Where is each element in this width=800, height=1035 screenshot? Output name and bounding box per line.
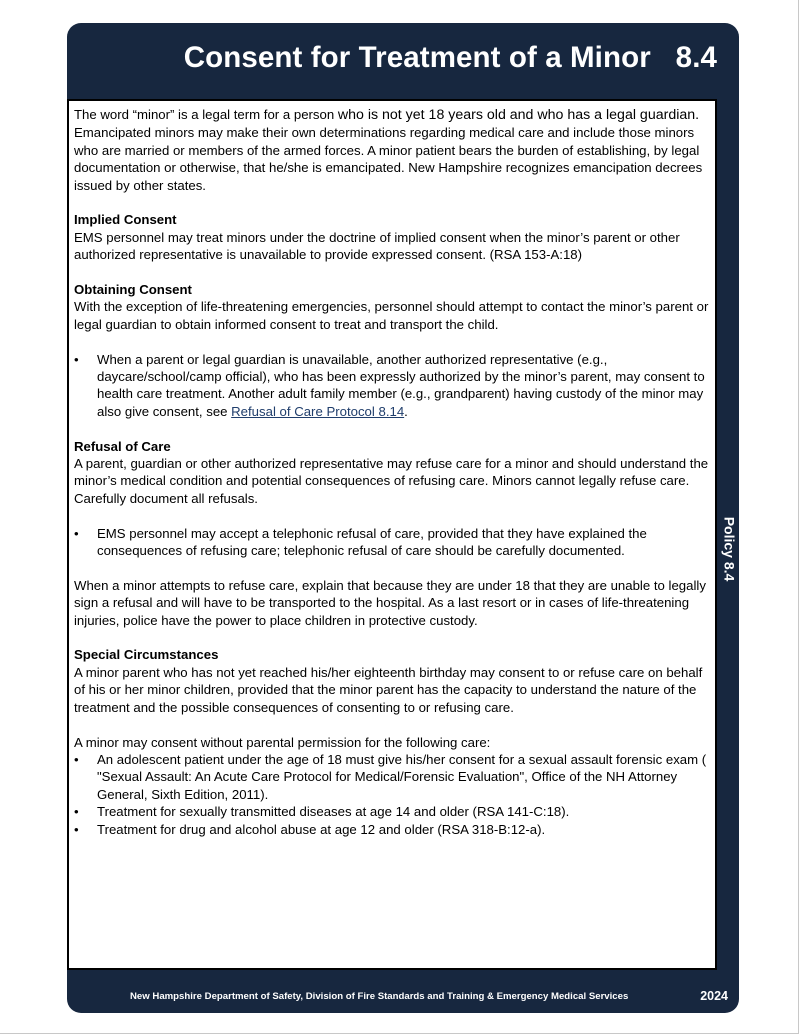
care-list-intro: A minor may consent without parental permission for the following care: <box>74 734 491 750</box>
policy-side-tab-label: Policy 8.4 <box>721 516 737 582</box>
footer-year: 2024 <box>700 989 728 1003</box>
intro-text-2: who is not yet 18 years old and who has a legal guardian. <box>337 107 700 123</box>
refusal-of-care-text: A parent, guardian or other authorized representative may refuse care for a minor and should understand the minor’s medical condition and potential consequences of refusing care. Minors cannot legally refuse care. Carefully document all refusals. <box>74 456 709 506</box>
list-item: • Treatment for sexually transmitted diseases at age 14 and older (RSA 141-C:18). <box>74 803 710 820</box>
list-item: • EMS personnel may accept a telephonic refusal of care, provided that they have explained the consequences of refusing care; telephonic refusal of care should be carefully documented. <box>74 525 710 560</box>
intro-paragraph <box>74 106 710 194</box>
minor-refusal-text: When a minor attempts to refuse care, explain that because they are under 18 that they are unable to legally sign a refusal and will have to be transported to the hospital. As a last resort or in cases of life-threatening injuries, police have the power to place children in protective custody. <box>74 577 706 628</box>
implied-consent-heading: Implied Consent <box>74 212 177 228</box>
obtaining-consent-text: With the exception of life-threatening emergencies, personnel should attempt to contact the minor’s parent or legal guardian to obtain informed consent to treat and transport the child. <box>74 299 709 332</box>
list-item: • When a parent or legal guardian is unavailable, another authorized representative (e.g., daycare/school/camp official), who has been expressly authorized by the minor’s parent, may consent to health care treatment. Another adult family member (e.g., grandparent) having custody of the minor may also give consent, see Refusal of Care Protocol 8.14. <box>74 351 710 421</box>
refusal-of-care-list <box>74 525 710 560</box>
policy-side-tab <box>719 499 739 599</box>
implied-consent-text: EMS personnel may treat minors under the doctrine of implied consent when the minor’s parent or other authorized representative is unavailable to provide expressed consent. (RSA 153-A:18) <box>74 229 680 263</box>
special-circumstances-heading: Special Circumstances <box>74 647 219 663</box>
care-list <box>74 751 710 838</box>
refusal-of-care-heading: Refusal of Care <box>74 438 171 454</box>
footer <box>67 984 739 1013</box>
obtaining-consent-list <box>74 351 710 421</box>
special-circumstances-text: A minor parent who has not yet reached his/her eighteenth birthday may consent to or refuse care on behalf of his or her minor children, provided that the minor parent has the capacity to understand the nature of the treatment and the possible consequences of consenting to or refusing care. <box>74 664 703 715</box>
intro-text-3: Emancipated minors may make their own determinations regarding medical care and include those minors who are married or members of the armed forces. A minor patient bears the burden of establishing, by legal documentation or otherwise, that he/she is emancipated. New Hampshire recognizes emancipation decrees issued by other states. <box>74 125 703 193</box>
page-title: Consent for Treatment of a Minor 8.4 <box>183 41 717 74</box>
list-item: • An adolescent patient under the age of 18 must give his/her consent for a sexual assault forensic exam ( "Sexual Assault: An Acute Care Protocol for Medical/Forensic Evaluation", Office of the NH Attorney General, Sixth Edition, 2011). <box>74 751 710 803</box>
refusal-of-care-protocol-link[interactable]: Refusal of Care Protocol 8.14 <box>231 403 405 419</box>
list-item: • Treatment for drug and alcohol abuse at age 12 and older (RSA 318-B:12-a). <box>74 821 710 838</box>
footer-organization: New Hampshire Department of Safety, Division of Fire Standards and Training & Emergency Medical Services <box>130 991 629 1002</box>
obtaining-consent-heading: Obtaining Consent <box>74 282 192 298</box>
content-box <box>67 99 717 970</box>
intro-text-1: The word “minor” is a legal term for a person <box>74 107 338 122</box>
